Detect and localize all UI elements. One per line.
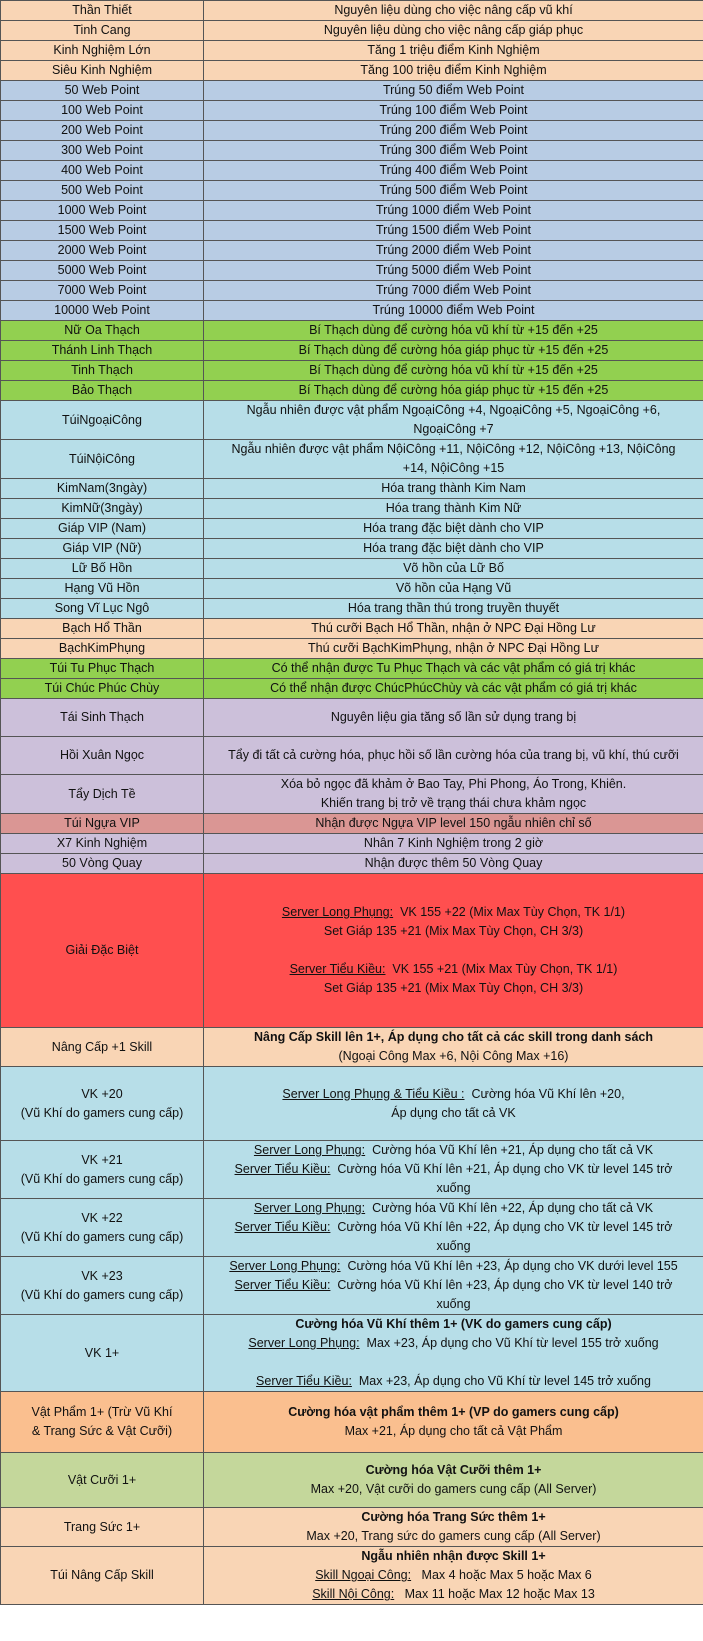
item-description: Trúng 100 điểm Web Point: [204, 101, 703, 121]
item-name: [1, 1141, 204, 1199]
item-name: 400 Web Point: [1, 161, 204, 181]
table-row: [1, 161, 703, 181]
item-name: Bảo Thạch: [1, 381, 204, 401]
item-name: [1, 1257, 204, 1315]
name-line: (Vũ Khí do gamers cung cấp): [20, 1105, 184, 1120]
item-name: [1, 1392, 204, 1453]
table-row: [1, 1141, 703, 1199]
table-row: [1, 201, 703, 221]
item-name: 1500 Web Point: [1, 221, 204, 241]
desc-heading: Cường hóa Vật Cưỡi thêm 1+: [365, 1463, 542, 1477]
table-row: [1, 141, 703, 161]
table-row: [1, 659, 703, 679]
table-row: [1, 221, 703, 241]
item-description: Trúng 10000 điểm Web Point: [204, 301, 703, 321]
item-description: [204, 440, 703, 479]
table-row: [1, 1199, 703, 1257]
table-row: [1, 341, 703, 361]
desc-line: Max +20, Trang sức do gamers cung cấp (All Server): [306, 1529, 601, 1543]
item-description: Bí Thạch dùng để cường hóa vũ khí từ +15 đến +25: [204, 361, 703, 381]
item-description: Tẩy đi tất cả cường hóa, phục hồi số lần cường hóa của trang bị, vũ khí, thú cưỡi: [204, 737, 703, 775]
item-name: Tái Sinh Thạch: [1, 699, 204, 737]
item-name: Giải Đặc Biệt: [1, 874, 204, 1028]
item-description: [204, 1199, 703, 1257]
item-name: Lữ Bố Hồn: [1, 559, 204, 579]
table-row: [1, 1028, 703, 1067]
desc-heading: Ngẫu nhiên nhận được Skill 1+: [361, 1549, 546, 1563]
item-name: Tinh Cang: [1, 21, 204, 41]
table-row: [1, 539, 703, 559]
item-description: [204, 874, 703, 1028]
item-description: Có thể nhận được ChúcPhúcChùy và các vật phẩm có giá trị khác: [204, 679, 703, 699]
table-row: [1, 479, 703, 499]
item-name: Túi Ngựa VIP: [1, 814, 204, 834]
table-row: [1, 41, 703, 61]
item-description: Tăng 1 triệu điểm Kinh Nghiệm: [204, 41, 703, 61]
name-line: & Trang Sức & Vật Cưỡi): [31, 1424, 173, 1438]
item-description: [204, 1315, 703, 1392]
table-row: [1, 101, 703, 121]
desc-heading: Cường hóa Trang Sức thêm 1+: [361, 1510, 546, 1524]
server-label: Server Long Phụng:: [253, 1143, 366, 1157]
item-description: Võ hồn của Hạng Vũ: [204, 579, 703, 599]
desc-line: Cường hóa Vũ Khí lên +20,: [471, 1086, 625, 1101]
item-description: Nhận được Ngựa VIP level 150 ngẫu nhiên chỉ số: [204, 814, 703, 834]
desc-line: Cường hóa Vũ Khí lên +21, Áp dụng cho tất cả VK: [372, 1143, 654, 1157]
table-row: [1, 1257, 703, 1315]
table-row: [1, 737, 703, 775]
item-description: Trúng 400 điểm Web Point: [204, 161, 703, 181]
table-row: [1, 281, 703, 301]
item-name: 1000 Web Point: [1, 201, 204, 221]
table-row: [1, 1508, 703, 1547]
item-name: 50 Web Point: [1, 81, 204, 101]
item-name: Siêu Kinh Nghiệm: [1, 61, 204, 81]
desc-line: Ngẫu nhiên được vật phẩm NgoạiCông +4, NgoạiCông +5, NgoạiCông +6,: [246, 403, 661, 417]
table-row: [1, 361, 703, 381]
item-description: Thú cưỡi Bạch Hổ Thần, nhận ở NPC Đại Hồng Lư: [204, 619, 703, 639]
item-name: Túi Tu Phục Thạch: [1, 659, 204, 679]
server-label: Server Tiểu Kiều:: [256, 1374, 352, 1388]
desc-line: Cường hóa Vũ Khí lên +22, Áp dụng cho tất cả VK: [372, 1201, 654, 1215]
item-name: X7 Kinh Nghiệm: [1, 834, 204, 854]
desc-line: Max 11 hoặc Max 12 hoặc Max 13: [404, 1587, 595, 1601]
server-label: Server Tiểu Kiều:: [234, 1162, 331, 1176]
item-name: Giáp VIP (Nam): [1, 519, 204, 539]
item-name: 50 Vòng Quay: [1, 854, 204, 874]
item-description: Trúng 7000 điểm Web Point: [204, 281, 703, 301]
desc-line: xuống: [436, 1239, 471, 1253]
table-row: [1, 321, 703, 341]
item-name: [1, 1067, 204, 1141]
item-name: VK 1+: [1, 1315, 204, 1392]
table-row: [1, 1453, 703, 1508]
item-description: Hóa trang thần thú trong truyền thuyết: [204, 599, 703, 619]
server-label: Server Long Phụng:: [281, 905, 394, 919]
desc-line: Khiến trang bị trở về trạng thái chưa khảm ngọc: [320, 796, 587, 810]
table-row: [1, 440, 703, 479]
desc-line: VK 155 +21 (Mix Max Tùy Chọn, TK 1/1): [392, 962, 618, 976]
name-line: (Vũ Khí do gamers cung cấp): [20, 1171, 184, 1186]
item-name: Túi Nâng Cấp Skill: [1, 1547, 204, 1605]
desc-line: Cường hóa Vũ Khí lên +21, Áp dụng cho VK từ level 145 trở: [337, 1162, 673, 1176]
item-name: 7000 Web Point: [1, 281, 204, 301]
server-label: Server Long Phụng:: [229, 1259, 341, 1273]
table-row: [1, 854, 703, 874]
item-name: 5000 Web Point: [1, 261, 204, 281]
table-row: [1, 775, 703, 814]
item-name: Trang Sức 1+: [1, 1508, 204, 1547]
item-name: KimNữ(3ngày): [1, 499, 204, 519]
item-description: Trúng 5000 điểm Web Point: [204, 261, 703, 281]
server-label: Server Tiểu Kiều:: [234, 1220, 331, 1234]
item-description: Bí Thạch dùng để cường hóa giáp phục từ +15 đến +25: [204, 341, 703, 361]
item-description: [204, 775, 703, 814]
desc-line: Max +21, Áp dụng cho tất cả Vật Phẩm: [344, 1424, 563, 1438]
desc-line: Cường hóa Vũ Khí lên +23, Áp dụng cho VK từ level 140 trở: [337, 1278, 673, 1292]
item-description: Nguyên liệu dùng cho việc nâng cấp giáp phục: [204, 21, 703, 41]
item-name: Thánh Linh Thạch: [1, 341, 204, 361]
item-name: Bạch Hổ Thần: [1, 619, 204, 639]
item-description: Nguyên liệu dùng cho việc nâng cấp vũ khí: [204, 1, 703, 21]
item-description: [204, 1508, 703, 1547]
table-row: [1, 401, 703, 440]
table-row: [1, 1392, 703, 1453]
desc-line: VK 155 +22 (Mix Max Tùy Chọn, TK 1/1): [400, 905, 626, 919]
table-row: [1, 1315, 703, 1392]
item-name: 100 Web Point: [1, 101, 204, 121]
item-description: [204, 1028, 703, 1067]
desc-heading: Cường hóa vật phẩm thêm 1+ (VP do gamers cung cấp): [288, 1405, 619, 1419]
item-description: [204, 1067, 703, 1141]
item-name: [1, 1199, 204, 1257]
item-description: [204, 1453, 703, 1508]
table-row: [1, 619, 703, 639]
item-description: Thú cưỡi BạchKimPhụng, nhận ở NPC Đại Hồng Lư: [204, 639, 703, 659]
server-label: Server Long Phụng & Tiểu Kiều :: [282, 1086, 465, 1101]
table-row: [1, 814, 703, 834]
item-description: [204, 1392, 703, 1453]
item-description: Có thể nhận được Tu Phục Thạch và các vật phẩm có giá trị khác: [204, 659, 703, 679]
table-row: [1, 599, 703, 619]
desc-line: +14, NộiCông +15: [402, 461, 505, 475]
item-description: Trúng 50 điểm Web Point: [204, 81, 703, 101]
item-name: Tẩy Dịch Tề: [1, 775, 204, 814]
item-description: Trúng 1500 điểm Web Point: [204, 221, 703, 241]
table-row: [1, 699, 703, 737]
item-name: Song Vĩ Lục Ngô: [1, 599, 204, 619]
server-label: Server Long Phụng:: [248, 1336, 360, 1350]
item-description: Trúng 200 điểm Web Point: [204, 121, 703, 141]
item-description: Bí Thạch dùng để cường hóa vũ khí từ +15 đến +25: [204, 321, 703, 341]
item-name: Giáp VIP (Nữ): [1, 539, 204, 559]
skill-label: Skill Nội Công:: [312, 1587, 395, 1601]
table-row: [1, 834, 703, 854]
item-description: [204, 1257, 703, 1315]
table-row: [1, 1547, 703, 1605]
desc-line: Max +23, Áp dụng cho Vũ Khí từ level 155 trở xuống: [366, 1336, 659, 1350]
item-description: Võ hồn của Lữ Bố: [204, 559, 703, 579]
item-description: Hóa trang đặc biệt dành cho VIP: [204, 539, 703, 559]
name-line: VK +23: [81, 1268, 123, 1283]
item-name: 200 Web Point: [1, 121, 204, 141]
item-description: Trúng 1000 điểm Web Point: [204, 201, 703, 221]
desc-line: Max +20, Vật cưỡi do gamers cung cấp (All Server): [310, 1482, 597, 1496]
desc-line: Set Giáp 135 +21 (Mix Max Tùy Chọn, CH 3/3): [323, 981, 584, 995]
desc-line: Cường hóa Vũ Khí lên +22, Áp dụng cho VK từ level 145 trở: [337, 1220, 673, 1234]
item-description: Hóa trang thành Kim Nam: [204, 479, 703, 499]
name-line: (Vũ Khí do gamers cung cấp): [20, 1287, 184, 1302]
table-row: [1, 519, 703, 539]
desc-heading: Cường hóa Vũ Khí thêm 1+ (VK do gamers cung cấp): [295, 1317, 612, 1331]
table-row: [1, 1, 703, 21]
item-description: Nguyên liệu gia tăng số lần sử dụng trang bị: [204, 699, 703, 737]
item-name: 300 Web Point: [1, 141, 204, 161]
item-name: BạchKimPhụng: [1, 639, 204, 659]
item-name: 500 Web Point: [1, 181, 204, 201]
item-name: 10000 Web Point: [1, 301, 204, 321]
item-description: Hóa trang đặc biệt dành cho VIP: [204, 519, 703, 539]
desc-line: NgoạiCông +7: [413, 422, 494, 436]
table-row: [1, 261, 703, 281]
item-name: Thần Thiết: [1, 1, 204, 21]
item-description: [204, 1141, 703, 1199]
table-row: [1, 874, 703, 1028]
desc-line: Ngẫu nhiên được vật phẩm NộiCông +11, NộiCông +12, NộiCông +13, NộiCông: [231, 442, 676, 456]
name-line: VK +20: [81, 1086, 123, 1101]
item-description: Nhân 7 Kinh Nghiệm trong 2 giờ: [204, 834, 703, 854]
server-label: Server Tiểu Kiều:: [234, 1278, 331, 1292]
table-row: [1, 579, 703, 599]
table-row: [1, 81, 703, 101]
item-description: Tăng 100 triệu điểm Kinh Nghiệm: [204, 61, 703, 81]
desc-line: Set Giáp 135 +21 (Mix Max Tùy Chọn, CH 3/3): [323, 924, 584, 938]
item-description: Bí Thạch dùng để cường hóa giáp phục từ +15 đến +25: [204, 381, 703, 401]
item-name: TúiNộiCông: [1, 440, 204, 479]
item-name: Tinh Thạch: [1, 361, 204, 381]
item-description: Trúng 300 điểm Web Point: [204, 141, 703, 161]
table-row: [1, 61, 703, 81]
table-row: [1, 559, 703, 579]
table-row: [1, 381, 703, 401]
item-description: Hóa trang thành Kim Nữ: [204, 499, 703, 519]
name-line: Vật Phẩm 1+ (Trừ Vũ Khí: [31, 1405, 173, 1419]
item-name: Nâng Cấp +1 Skill: [1, 1028, 204, 1067]
skill-label: Skill Ngoại Công:: [315, 1568, 412, 1582]
item-name: KimNam(3ngày): [1, 479, 204, 499]
name-line: (Vũ Khí do gamers cung cấp): [20, 1229, 184, 1244]
table-row: [1, 639, 703, 659]
desc-heading: Nâng Cấp Skill lên 1+, Áp dụng cho tất cả các skill trong danh sách: [253, 1030, 654, 1044]
table-row: [1, 1067, 703, 1141]
item-description: [204, 1547, 703, 1605]
desc-line: Max 4 hoặc Max 5 hoặc Max 6: [421, 1568, 592, 1582]
name-line: VK +21: [81, 1152, 123, 1167]
table-row: [1, 181, 703, 201]
desc-line: xuống: [436, 1181, 471, 1195]
item-name: TúiNgoạiCông: [1, 401, 204, 440]
item-name: Túi Chúc Phúc Chùy: [1, 679, 204, 699]
item-name: Vật Cưỡi 1+: [1, 1453, 204, 1508]
desc-line: Xóa bỏ ngọc đã khảm ở Bao Tay, Phi Phong, Áo Trong, Khiên.: [280, 777, 627, 791]
server-label: Server Tiểu Kiều:: [289, 962, 386, 976]
desc-line: Cường hóa Vũ Khí lên +23, Áp dụng cho VK dưới level 155: [347, 1259, 678, 1273]
table-row: [1, 121, 703, 141]
item-description: [204, 401, 703, 440]
table-row: [1, 21, 703, 41]
item-name: Hồi Xuân Ngọc: [1, 737, 204, 775]
table-row: [1, 301, 703, 321]
item-description: Trúng 500 điểm Web Point: [204, 181, 703, 201]
item-description: Nhận được thêm 50 Vòng Quay: [204, 854, 703, 874]
server-label: Server Long Phụng:: [253, 1201, 366, 1215]
item-name: 2000 Web Point: [1, 241, 204, 261]
table-row: [1, 499, 703, 519]
item-name: Nữ Oa Thạch: [1, 321, 204, 341]
table-row: [1, 679, 703, 699]
desc-line: xuống: [436, 1297, 471, 1311]
name-line: VK +22: [81, 1210, 123, 1225]
table-row: [1, 241, 703, 261]
item-name: Hạng Vũ Hồn: [1, 579, 204, 599]
item-description: Trúng 2000 điểm Web Point: [204, 241, 703, 261]
desc-line: Áp dụng cho tất cả VK: [391, 1105, 516, 1120]
desc-line: Max +23, Áp dụng cho Vũ Khí từ level 145 trở xuống: [358, 1374, 651, 1388]
item-name: Kinh Nghiệm Lớn: [1, 41, 204, 61]
desc-line: (Ngoại Công Max +6, Nội Công Max +16): [338, 1049, 569, 1063]
